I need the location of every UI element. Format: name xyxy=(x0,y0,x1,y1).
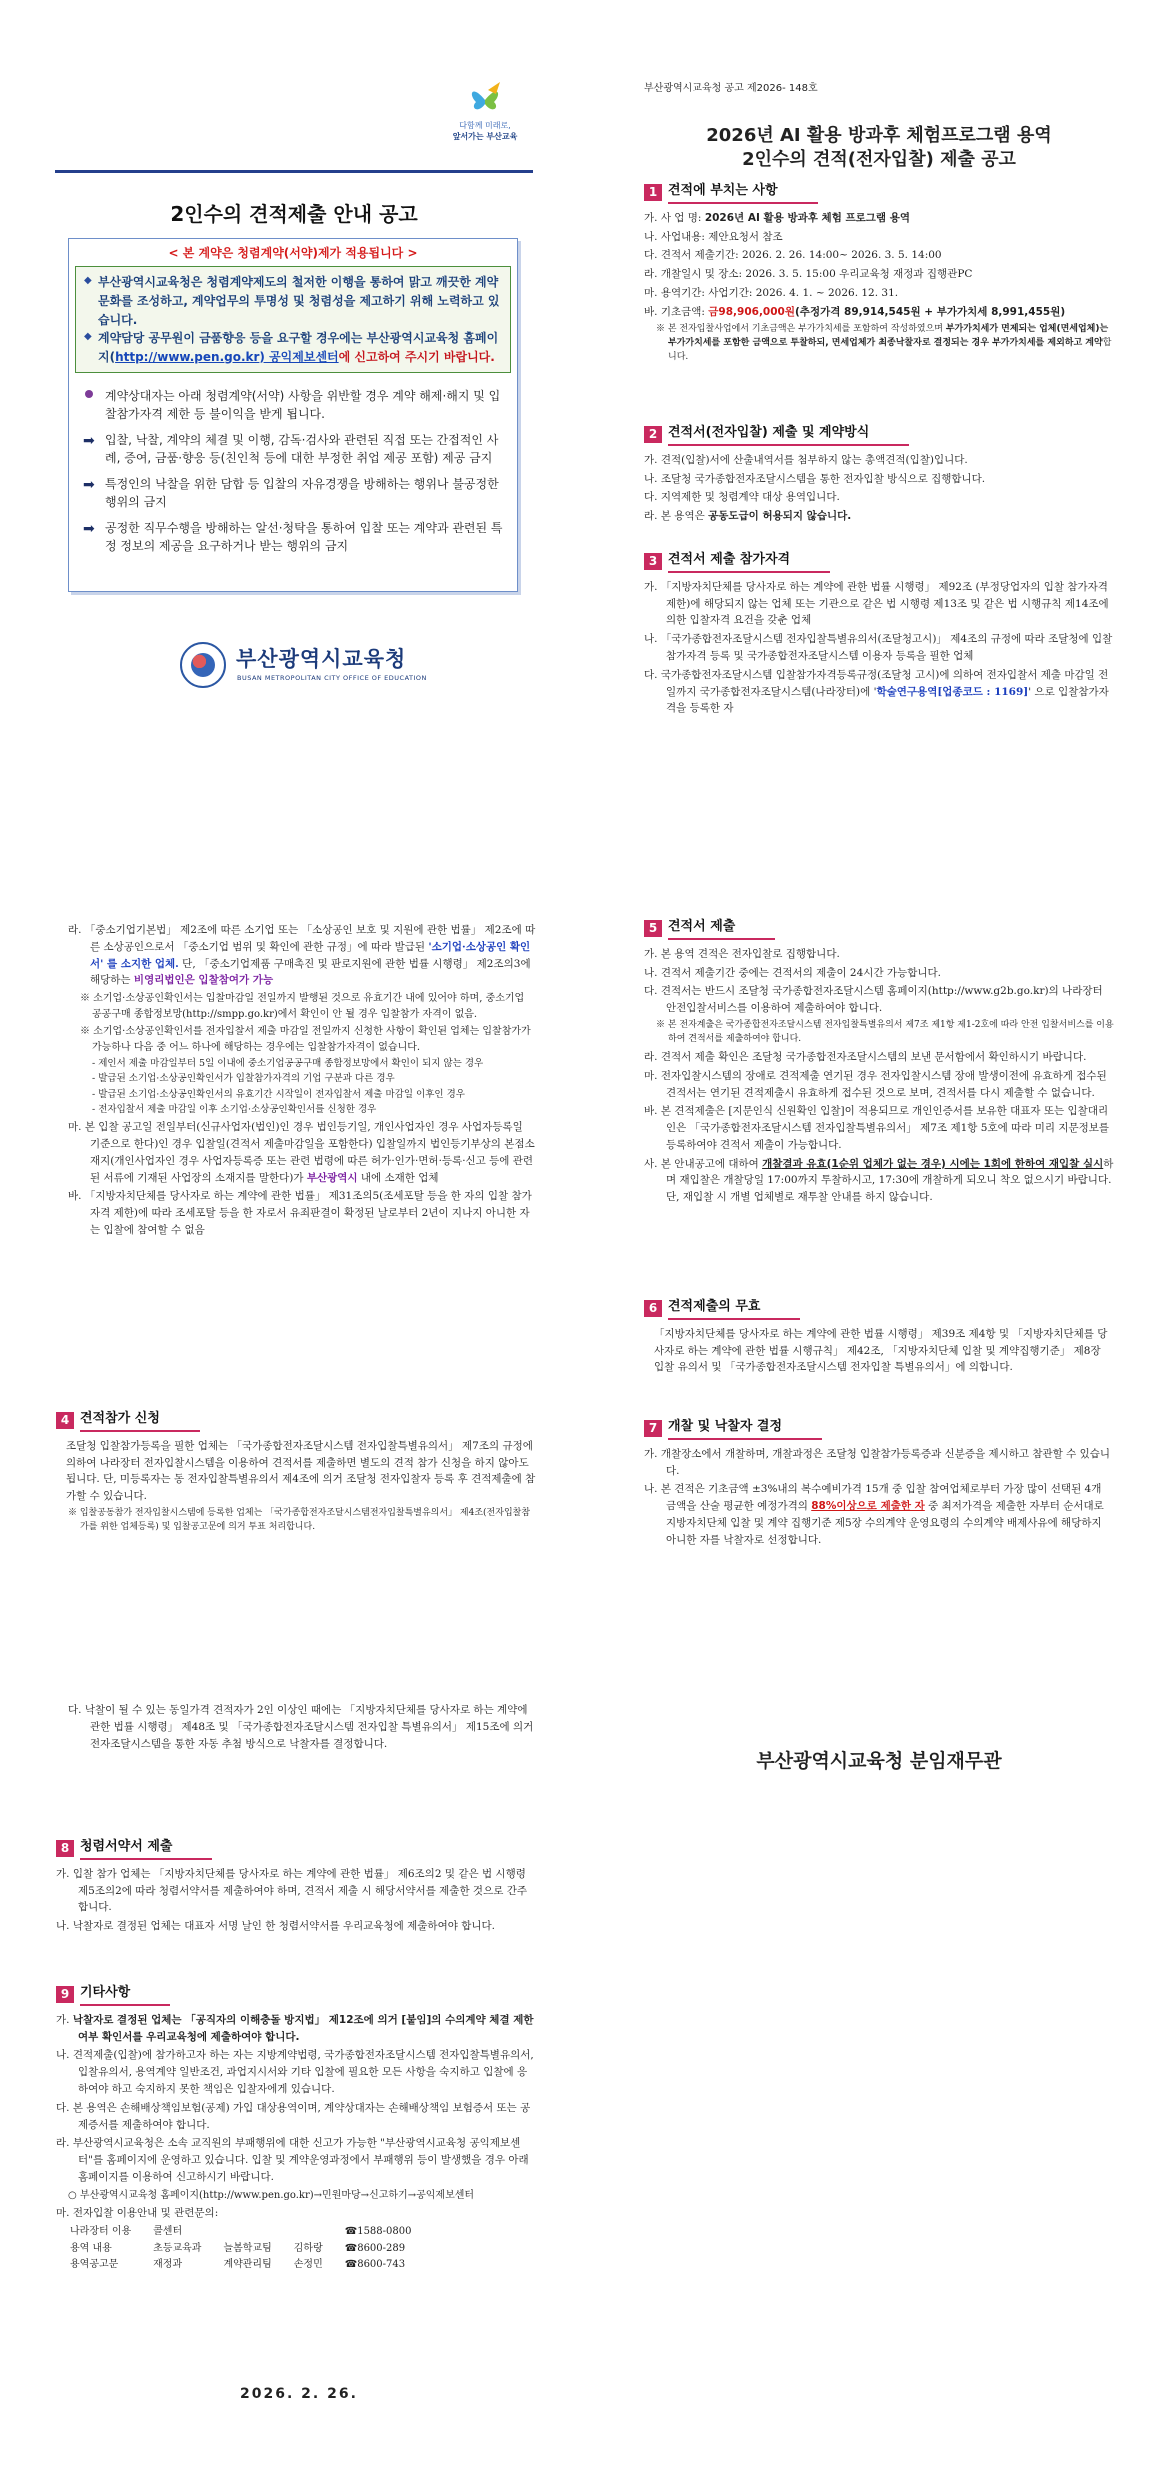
table-row: 용역 내용 초등교육과 늘봄학교팀 김하랑 ☎8600-289 xyxy=(70,2242,406,2254)
table-row: 나라장터 이용 콜센터 ☎1588-0800 xyxy=(70,2226,412,2238)
busan-education-logo: 부산광역시교육청 BUSAN METROPOLITAN CITY OFFICE OF EDUCATION xyxy=(180,642,440,692)
slogan-line2: 앞서가는 부산교육 xyxy=(452,131,518,141)
integrity-highlight xyxy=(75,266,511,373)
notice-rule-1: ➡ 입찰, 낙찰, 계약의 체결 및 이행, 감독·검사와 관련된 직접 또는 간접적인 사례, 증여, 금품·향응 등(친인척 등에 대한 부정한 취업 제공 포함) 제공 금지 xyxy=(83,433,499,466)
notice-rule-3: ➡ 공정한 직무수행을 방해하는 알선·청탁을 통하여 입찰 또는 계약과 관련된 특정 정보의 제공을 요구하거나 받는 행위의 금지 xyxy=(83,521,503,554)
section-9: 9 기타사항 가. 낙찰자로 결정된 업체는 「공직자의 이해충돌 방지법」 제12조에 의거 [붙임]의 수의계약 체결 제한 여부 확인서를 우리교육청에 제출하여야 합니다. 나. 견적제출(입찰)에 참가하고자 하는 자는 지방계약법령, 국가종합전자조달시스템 전자입찰특별유의서, 입찰유의서, 용역계약 일반조건, 과업지시서와 기타 입찰에 필요한 모든 사항을 숙지하고 입찰에 응하여야 하고 숙지하지 못한 책임은 입찰자에게 있습니다. 다. 본 용역은 손해배상책임보험(공제) 가입 대상용역이며, 계약상대자는 손해배상책임 보험증서 또는 공제증서를 제출하여야 합니다. 라. 부산광역시교육청은 소속 교직원의 부패행위에 대한 신고가 가능한 "부산광역시교육청 공익제보센터"를 홈페이지에 운영하고 있습니다. 입찰 및 계약운영과정에서 부패행위 등이 발생했을 경우 아래 홈페이지를 이용하여 신고하시기 바랍니다. ○ 부산광역시교육청 홈페이지(http://www.pen.go.kr)→민원마당→신고하기→공익제보센터 마. 전자입찰 이용안내 및 관련문의: 나라장터 이용 콜센터 ☎1588-0800 용역 내용 초등교육과 늘봄학교팀 김하랑 ☎8600-289 용역공고문 재정과 계약관리팀 손정민 ☎8600-743 xyxy=(56,1984,536,2274)
sec1-item-price: 바. 기초금액: 금98,906,000원(추정가격 89,914,545원 + 부가가치세 8,991,455원) xyxy=(644,305,1066,318)
notice-subtitle: < 본 계약은 청렴계약(서약)제가 적용됩니다 > xyxy=(168,246,418,260)
integrity-item-2: ◆ 계약담당 공무원이 금품향응 등을 요구할 경우에는 부산광역시교육청 홈페이지(http://www.pen.go.kr) 공익제보센터에 신고하여 주시기 바랍니다. xyxy=(84,329,502,366)
section-1: 1 견적에 부치는 사항 가. 사 업 명: 2026년 AI 활용 방과후 체험 프로그램 용역 나. 사업내용: 제안요청서 참조 다. 견적서 제출기간: 2026. 2. 26. 14:00~ 2026. 3. 5. 14:00 라. 개찰일시 및 장소: 2026. 3. 5. 15:00 우리교육청 재정과 집행관PC 마. 용역기간: 사업기간: 2026. 4. 1. ~ 2026. 12. 31. 바. 기초금액: 금98,906,000원(추정가격 89,914,545원 + 부가가치세 8,991,455원) ※ 본 전자입찰사업에서 기초금액은 부가가치세를 포함하여 작성하였으며 부가가치세가 면제되는 업체(면세업체)는 부가가치세를 포함한 금액으로 투찰하되, 면세업체가 최종낙찰자로 결정되는 경우 부가가치세를 제외하고 계약합니다. xyxy=(644,182,1114,366)
section-4-title: 견적참가 신청 xyxy=(80,1410,200,1432)
section-1-title: 견적에 부치는 사항 xyxy=(668,182,818,204)
notice-intro: 계약상대자는 아래 청렴계약(서약) 사항을 위반할 경우 계약 해제·해지 및 입찰참가자격 제한 등 불이익을 받게 됩니다. xyxy=(83,387,503,423)
issue-date: 2026. 2. 26. xyxy=(240,2386,358,2402)
section-8: 8 청렴서약서 제출 가. 입찰 참가 업체는 「지방자치단체를 당사자로 하는 계약에 관한 법률」 제6조의2 및 같은 법 시행령 제5조의2에 따라 청렴서약서를 제출하여야 하며, 견적서 제출 시 해당서약서를 제출한 것으로 간주합니다. 나. 낙찰자로 결정된 업체는 대표자 서명 날인 한 청렴서약서를 우리교육청에 제출하여야 합니다. xyxy=(56,1839,527,1933)
sec1-item-period: 다. 견적서 제출기간: 2026. 2. 26. 14:00~ 2026. 3. 5. 14:00 xyxy=(644,249,942,262)
sec1-item-name: 가. 사 업 명: 2026년 AI 활용 방과후 체험 프로그램 용역 xyxy=(644,211,911,224)
section-5-title: 견적서 제출 xyxy=(668,918,775,940)
bullet-icon xyxy=(85,390,93,398)
notice-title: 2인수의 견적제출 안내 공고 xyxy=(170,202,418,226)
whistleblower-path: ○ 부산광역시교육청 홈페이지(http://www.pen.go.kr)→민원마당→신고하기→공익제보센터 xyxy=(68,2189,475,2201)
sec1-vat-note: ※ 본 전자입찰사업에서 기초금액은 부가가치세를 포함하여 작성하였으며 부가가치세가 면제되는 업체(면세업체)는 부가가치세를 포함한 금액으로 투찰하되, 면세업체가 최종낙찰자로 결정되는 경우 부가가치세를 제외하고 계약합니다. xyxy=(656,323,1112,362)
section-8-title: 청렴서약서 제출 xyxy=(80,1838,212,1860)
section-4: 4 견적참가 신청 조달청 입찰참가등록을 필한 업체는 「국가종합전자조달시스템 전자입찰특별유의서」 제7조의 규정에 의하여 나라장터 전자입찰시스템을 이용하여 견적서를 제출하면 별도의 견적 참가 신청을 하지 않아도 됩니다. 단, 미등록자는 동 전자입찰특별유의서 제4조에 의거 조달청 전자입찰자 등록 후 견적제출에 참가할 수 있습니다. ※ 입찰공동참가 전자입찰시스템에 등록한 업체는 「국가종합전자조달시스템전자입찰특별유의서」 제4조(전자입찰참가를 위한 업체등록) 및 입찰공고문에 의거 투표 처리합니다. xyxy=(56,1410,536,1537)
contact-table xyxy=(70,2224,433,2274)
section-2: 2 견적서(전자입찰) 제출 및 계약방식 가. 견적(입찰)서에 산출내역서를 첨부하지 않는 총액견적(입찰)입니다. 나. 조달청 국가종합전자조달시스템을 통한 전자입찰 방식으로 집행합니다. 다. 지역제한 및 청렴계약 대상 용역입니다. 라. 본 용역은 공동도급이 허용되지 않습니다. xyxy=(644,425,986,523)
section-9-title: 기타사항 xyxy=(80,1984,170,2006)
arrow-icon: ➡ xyxy=(83,433,95,450)
arrow-icon: ➡ xyxy=(83,521,95,538)
integrity-notice-box xyxy=(68,238,518,592)
section-5: 5 견적서 제출 가. 본 용역 견적은 전자입찰로 집행합니다. 나. 견적서 제출기간 중에는 견적서의 제출이 24시간 가능합니다. 다. 견적서는 반드시 조달청 국가종합전자조달시스템 홈페이지(http://www.g2b.go.kr)의 나라장터 안전입찰서비스를 이용하여 제출하여야 합니다. ※ 본 전자계출은 국가종합전자조달시스템 전자입찰특별유의서 제7조 제1항 제1-2호에 따라 안전 입찰서비스를 이용하여 견적서를 제출하여야 합니다. 라. 견적서 제출 확인은 조달청 국가종합전자조달시스템의 보낸 문서함에서 확인하시기 바랍니다. 마. 전자입찰시스템의 장애로 견적제출 연기된 경우 전자입찰시스템 장애 발생이전에 유효하게 접수된 견적서는 연기된 견적제출시 유효하게 접수된 것으로 보며, 견적서를 다시 제출할 수 없습니다. 바. 본 견적제출은 [지문인식 신원확인 입찰]이 적용되므로 개인인증서를 보유한 대표자 또는 입찰대리인은 「국가종합전자조달시스템 전자입찰특별유의서」 제7조 제1항 5호에 따라 미리 지문정보를 등록하여야 견적서 제출이 가능합니다. 사. 본 안내공고에 대하여 개찰결과 유효(1순위 업체가 없는 경우) 시에는 1회에 한하여 재입찰 실시하며 재입찰은 개찰당일 17:00까지 투찰하시고, 17:30에 개찰하게 되오니 착오 없으시기 바랍니다. 단, 재입찰 시 개별 업체별로 재투찰 안내를 하지 않습니다. xyxy=(644,919,1114,1204)
sec1-item-duration: 마. 용역기간: 사업기간: 2026. 4. 1. ~ 2026. 12. 31. xyxy=(644,287,899,300)
sec1-item-content: 나. 사업내용: 제안요청서 참조 xyxy=(644,230,783,243)
section-7-continued: 다. 낙찰이 될 수 있는 동일가격 견적자가 2인 이상인 때에는 「지방자치단체를 당사자로 하는 계약에 관한 법률 시행령」 제48조 및 「국가종합전자조달시스템 전자입찰 특별유의서」 제15조에 의거 전자조달시스템을 통한 자동 추첨 방식으로 낙찰자를 결정합니다. xyxy=(68,1704,534,1750)
page-title: 2026년 AI 활용 방과후 체험프로그램 용역 2인수의 견적(전자입찰) 제출 공고 xyxy=(706,125,1052,171)
arrow-icon: ➡ xyxy=(83,477,95,494)
integrity-item-1: ◆ 부산광역시교육청은 청렴계약제도의 철저한 이행을 통하여 맑고 깨끗한 계약 문화를 조성하고, 계약업무의 투명성 및 청렴성을 제고하기 위해 노력하고 있습니다. xyxy=(84,273,502,329)
whistleblower-link[interactable]: ) 공익제보센터 xyxy=(259,349,339,364)
header-divider xyxy=(55,170,533,173)
slogan-line1: 다함께 미래로, xyxy=(459,121,511,130)
table-row: 용역공고문 재정과 계약관리팀 손정민 ☎8600-743 xyxy=(70,2259,406,2271)
document-number: 부산광역시교육청 공고 제2026- 148호 xyxy=(644,83,818,94)
section-6-title: 견적제출의 무효 xyxy=(668,1298,800,1320)
issuer-signature: 부산광역시교육청 분임재무관 xyxy=(756,1750,1002,1772)
notice-rule-2: ➡ 특정인의 낙찰을 위한 담합 등 입찰의 자유경쟁을 방해하는 행위나 불공정한 행위의 금지 xyxy=(83,477,499,510)
section-3-continued: 라. 「중소기업기본법」 제2조에 따른 소기업 또는 「소상공인 보호 및 지원에 관한 법률」 제2조에 따른 소상공인으로서 「중소기업 범위 및 확인에 관한 규정」에 따라 발급된 '소기업·소상공인 확인서' 를 소지한 업체. 단, 「중소기업제품 구매촉진 및 판로지원에 관한 법률 시행령」 제2조의3에 해당하는 비영리법인은 입찰참여가 가능 ※ 소기업·소상공인확인서는 입찰마감일 전일까지 발행된 것으로 유효기간 내에 있어야 하며, 중소기업 공공구매 종합정보망(http://smpp.go.kr)에서 확인이 안 될 경우 입찰참가 자격이 없음. ※ 소기업·소상공인확인서를 전자입찰서 제출 마감일 전일까지 신청한 사항이 확인된 업체는 입찰참가가 가능하나 다음 중 어느 하나에 해당하는 경우에는 입찰참가자격이 없습니다. - 제인서 제출 마감일부터 5일 이내에 중소기업공공구매 종합정보망에서 확인이 되지 않는 경우 - 발급된 소기업·소상공인확인서가 입찰참가자격의 기업 구분과 다른 경우 - 발급된 소기업·소상공인확인서의 유효기간 시작일이 전자입찰서 제출 마감일 이후인 경우 - 전자입찰서 제출 마감일 이후 소기업·소상공인확인서를 신청한 경우 마. 본 입찰 공고일 전일부터(신규사업자(법인)인 경우 법인등기일, 개인사업자인 경우 사업자등록일 기준으로 한다)인 경우 입찰일(견적서 제출마감일을 포함한다) 입찰일까지 법인등기부상의 본점소재지(개인사업자인 경우 사업자등록증 또는 관련 법령에 따른 허가·인가·면허·등록·신고 등에 관련된 서류에 기재된 사업장의 소재지를 말한다)가 부산광역시 내에 소재한 업체 바. 「지방자치단체를 당사자로 하는 계약에 관한 법률」 제31조의5(조세포탈 등을 한 자의 입찰 참가자격 제한)에 따라 조세포탈 등을 한 자로서 유죄판결이 확정된 날로부터 2년이 지나지 아니한 자는 입찰에 참여할 수 없음 xyxy=(68,924,536,1236)
emblem-icon xyxy=(180,642,226,688)
section-3-title: 견적서 제출 참가자격 xyxy=(668,551,830,573)
section-7: 7 개찰 및 낙찰자 결정 가. 개찰장소에서 개찰하며, 개찰과정은 조달청 입찰참가등록증과 신분증을 제시하고 참관할 수 있습니다. 나. 본 견적은 기초금액 ±3%내의 복수예비가격 15개 중 입찰 참여업체로부터 가장 많이 선택된 4개 금액을 산술 평균한 예정가격의 88%이상으로 제출한 자 중 최저가격을 제출한 자부터 순서대로 지방자치단체 입찰 및 계약 집행기준 제5장 수의계약 운영요령의 수의계약 배제사유에 해당하지 아니한 자를 낙찰자로 선정합니다. xyxy=(644,1419,1111,1546)
section-2-title: 견적서(전자입찰) 제출 및 계약방식 xyxy=(668,424,909,446)
butterfly-logo-icon xyxy=(466,80,504,118)
top-logo xyxy=(440,80,530,142)
section-6: 6 견적제출의 무효 「지방자치단체를 당사자로 하는 계약에 관한 법률 시행령」 제39조 제4항 및 「지방자치단체를 당사자로 하는 계약에 관한 법률 시행규칙」 제42조, 「지방자치단체 입찰 및 계약집행기준」 제8장 입찰 유의서 및 「국가종합전자조달시스템 전자입찰 특별유의서」에 의합니다. xyxy=(644,1298,1114,1376)
section-7-title: 개찰 및 낙찰자 결정 xyxy=(668,1418,822,1440)
section-3: 3 견적서 제출 참가자격 가. 「지방자치단체를 당사자로 하는 계약에 관한 법률 시행령」 제92조 (부정당업자의 입찰 참가자격 제한)에 해당되지 않는 업체 또는 기관으로 같은 법 시행령 제13조 및 같은 법 시행규칙 제14조에 의한 입찰자격 요건을 갖춘 업체 나. 「국가종합전자조달시스템 전자입찰특별유의서(조달청고시)」 제4조의 규정에 따라 조달청에 입찰참가자격 등록 및 국가종합전자조달시스템 이용자 등록을 필한 업체 다. 국가종합전자조달시스템 입찰참가자격등록규정(조달청 고시)에 의하여 전자입찰서 제출 마감일 전일까지 국가종합전자조달시스템(나라장터)에 '학술연구용역[업종코드 : 1169]' 으로 입찰참가자격을 등록한 자 xyxy=(644,552,1113,715)
sec1-item-opening: 라. 개찰일시 및 장소: 2026. 3. 5. 15:00 우리교육청 재정과 집행관PC xyxy=(644,268,973,281)
pen-homepage-link[interactable]: http://www.pen.go.kr xyxy=(115,349,260,364)
